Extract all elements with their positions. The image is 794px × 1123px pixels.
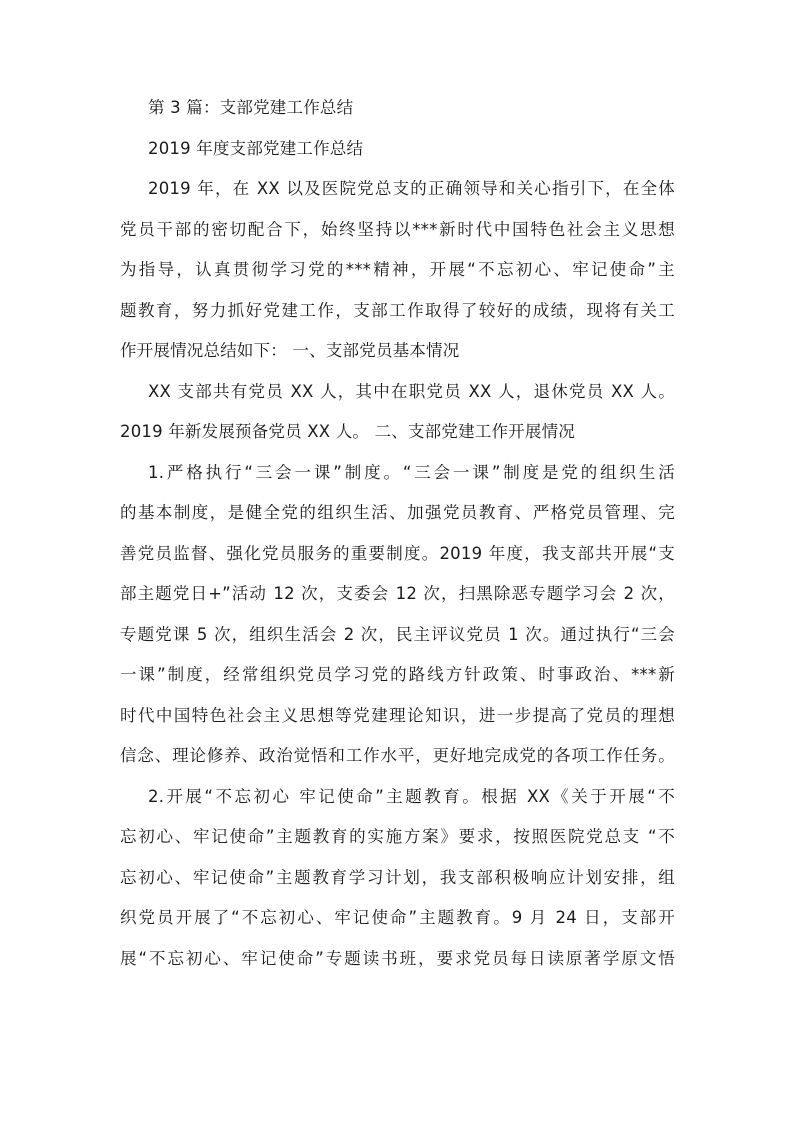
paragraph-line: 展“不忘初心、牢记使命”专题读书班，要求党员每日读原著学原文悟 bbox=[120, 948, 675, 968]
paragraph-line: 忘初心、牢记使命”主题教育的实施方案》要求，按照医院党总支 “不 bbox=[120, 827, 675, 846]
paragraph-line: 1.严格执行“三会一课”制度。“三会一课”制度是党的组织生活 bbox=[148, 462, 675, 482]
paragraph-line: 织党员开展了“不忘初心、牢记使命”主题教育。9 月 24 日，支部开 bbox=[120, 908, 675, 927]
paragraph-line: 善党员监督、强化党员服务的重要制度。2019 年度，我支部共开展“支 bbox=[120, 543, 675, 563]
paragraph-line: 一课”制度，经常组织党员学习党的路线方针政策、时事政治、***新 bbox=[120, 665, 675, 684]
paragraph-line: 忘初心、牢记使命”主题教育学习计划，我支部积极响应计划安排，组 bbox=[120, 867, 675, 887]
paragraph-line: 2019 年新发展预备党员 XX 人。 二、支部党建工作开展情况 bbox=[120, 422, 575, 441]
paragraph-line: 2.开展“不忘初心 牢记使命”主题教育。根据 XX《关于开展“不 bbox=[148, 786, 675, 806]
heading-title: 第 3 篇：支部党建工作总结 bbox=[148, 98, 354, 117]
paragraph-line: 专题党课 5 次，组织生活会 2 次，民主评议党员 1 次。通过执行“三会 bbox=[120, 624, 675, 644]
paragraph-line: 党员干部的密切配合下，始终坚持以***新时代中国特色社会主义思想 bbox=[120, 219, 675, 239]
paragraph-line: 信念、理论修养、政治觉悟和工作水平，更好地完成党的各项工作任务。 bbox=[120, 746, 675, 765]
heading-subtitle: 2019 年度支部党建工作总结 bbox=[148, 138, 364, 158]
paragraph-line: 部主题党日+”活动 12 次，支委会 12 次，扫黑除恶专题学习会 2 次， bbox=[120, 584, 675, 603]
paragraph-line: 时代中国特色社会主义思想等党建理论知识，进一步提高了党员的理想 bbox=[120, 705, 675, 725]
paragraph-line: 题教育，努力抓好党建工作，支部工作取得了较好的成绩，现将有关工 bbox=[120, 300, 675, 320]
paragraph-line: XX 支部共有党员 XX 人，其中在职党员 XX 人，退休党员 XX 人。 bbox=[148, 381, 675, 401]
document-page bbox=[120, 98, 675, 989]
paragraph-line: 2019 年，在 XX 以及医院党总支的正确领导和关心指引下，在全体 bbox=[148, 179, 675, 198]
paragraph-line: 的基本制度，是健全党的组织生活、加强党员教育、严格党员管理、完 bbox=[120, 503, 675, 522]
paragraph-line: 为指导，认真贯彻学习党的***精神，开展“不忘初心、牢记使命”主 bbox=[120, 260, 675, 279]
paragraph-line: 作开展情况总结如下： 一、支部党员基本情况 bbox=[120, 341, 460, 360]
